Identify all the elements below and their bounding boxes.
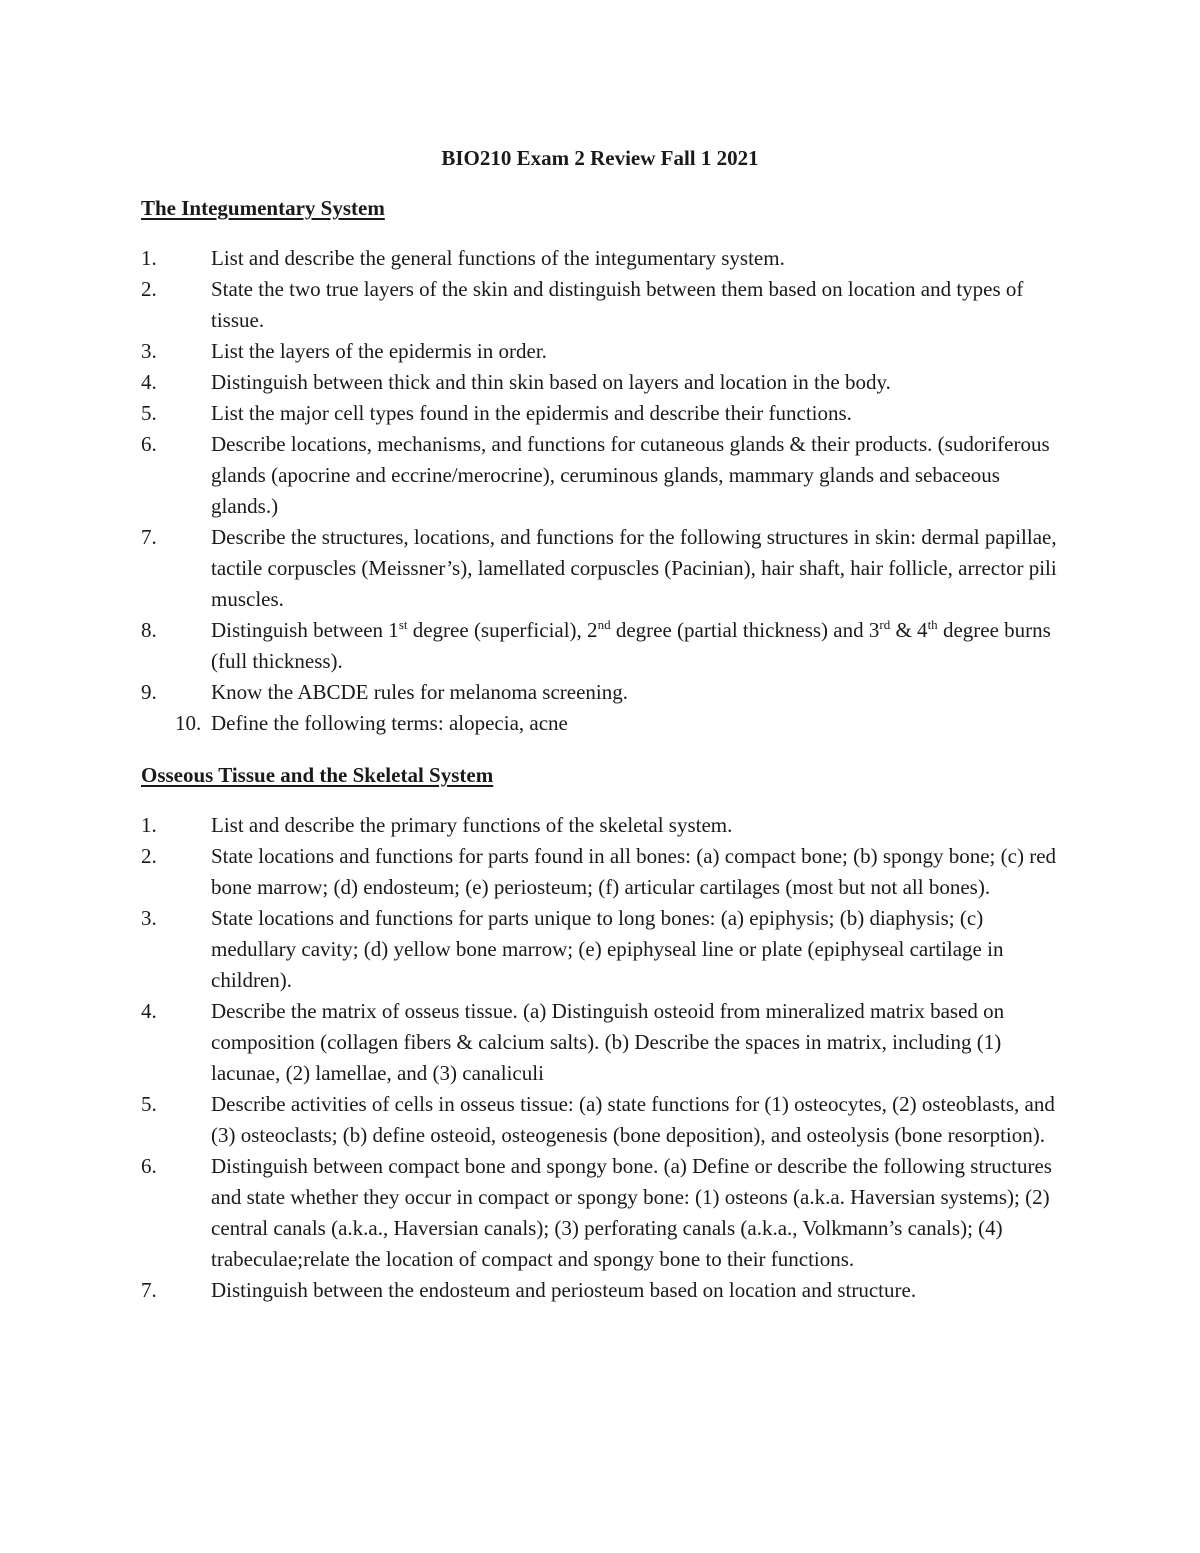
item-number: 5.	[141, 1092, 157, 1116]
superscript: nd	[597, 617, 611, 632]
list-item	[0, 274, 1063, 336]
item-text: Describe the matrix of osseus tissue. (a) Distinguish osteoid from mineralized matrix based on composition (collagen fibers & calcium salts). (b) Describe the spaces in matrix, including (1) lacunae, (2) lamellae, and (3) canaliculi	[211, 999, 1005, 1085]
item-number: 7.	[141, 1278, 157, 1302]
item-number: 1.	[141, 246, 157, 270]
item-number: 5.	[141, 401, 157, 425]
item-text: State locations and functions for parts unique to long bones: (a) epiphysis; (b) diaphysis; (c) medullary cavity; (d) yellow bone marrow; (e) epiphyseal line or plate (epiphyseal cartilage in children).	[211, 906, 1004, 992]
item-number: 9.	[141, 680, 157, 704]
item-text	[211, 618, 1051, 673]
text-fragment: degree (superficial), 2	[407, 618, 598, 642]
item-number: 3.	[141, 339, 157, 363]
item-text: Distinguish between thick and thin skin based on layers and location in the body.	[211, 370, 891, 394]
list-item	[0, 336, 1063, 367]
item-text: List the major cell types found in the epidermis and describe their functions.	[211, 401, 852, 425]
section-heading-osseous: Osseous Tissue and the Skeletal System	[141, 763, 494, 787]
list-item	[0, 996, 1063, 1089]
item-text: List and describe the general functions of the integumentary system.	[211, 246, 785, 270]
item-number: 6.	[141, 1154, 157, 1178]
document-title: BIO210 Exam 2 Review Fall 1 2021	[441, 146, 759, 170]
list-item	[0, 429, 1063, 522]
list-item	[0, 810, 1063, 841]
list-item	[0, 1275, 1063, 1306]
list-item	[0, 243, 1063, 274]
section-heading-integumentary: The Integumentary System	[141, 196, 385, 220]
item-text: State locations and functions for parts found in all bones: (a) compact bone; (b) spongy bone; (c) red bone marrow; (d) endosteum; (e) periosteum; (f) articular cartilages (most but not all bones).	[211, 844, 1057, 899]
item-number: 2.	[141, 277, 157, 301]
item-text: Describe locations, mechanisms, and functions for cutaneous glands & their products. (sudoriferous glands (apocrine and eccrine/merocrine), ceruminous glands, mammary glands and sebaceous glands.)	[211, 432, 1050, 518]
item-number: 8.	[141, 618, 157, 642]
osseous-question-list	[0, 810, 1200, 1306]
list-item	[0, 1151, 1063, 1275]
list-item	[0, 522, 1063, 615]
superscript: st	[398, 617, 408, 632]
item-number: 3.	[141, 906, 157, 930]
text-fragment: degree burns (full thickness).	[211, 618, 1051, 673]
list-item	[0, 903, 1063, 996]
text-fragment: & 4	[890, 618, 928, 642]
item-text: Describe the structures, locations, and functions for the following structures in skin: dermal papillae, tactile corpuscles (Meissner’s), lamellated corpuscles (Pacinian), hair shaft, hair follicle, arrector pili muscles.	[211, 525, 1057, 611]
item-number: 1.	[141, 813, 157, 837]
list-item	[0, 398, 1063, 429]
text-fragment: degree (partial thickness) and 3	[610, 618, 880, 642]
item-text: Distinguish between the endosteum and periosteum based on location and structure.	[211, 1278, 917, 1302]
list-item-burn-degrees	[0, 615, 1063, 677]
item-text: Define the following terms: alopecia, acne	[211, 711, 568, 735]
item-text: Know the ABCDE rules for melanoma screening.	[211, 680, 628, 704]
list-item	[0, 708, 1063, 739]
superscript: rd	[879, 617, 891, 632]
list-item	[0, 1089, 1063, 1151]
item-text: List the layers of the epidermis in order.	[211, 339, 547, 363]
item-text: State the two true layers of the skin and distinguish between them based on location and types of tissue.	[211, 277, 1024, 332]
list-item	[0, 677, 1063, 708]
item-number: 7.	[141, 525, 157, 549]
list-item	[0, 841, 1063, 903]
item-number: 4.	[141, 370, 157, 394]
item-number: 6.	[141, 432, 157, 456]
item-text: Distinguish between compact bone and spongy bone. (a) Define or describe the following structures and state whether they occur in compact or spongy bone: (1) osteons (a.k.a. Haversian systems); (2) central canals (a.k.a., Haversian canals); (3) perforating canals (a.k.a., Volkmann’s canals); (4) trabeculae;relate the location of compact and spongy bone to their functions.	[211, 1154, 1052, 1271]
text-fragment: Distinguish between 1	[211, 618, 399, 642]
item-number: 10.	[175, 711, 202, 735]
integumentary-question-list	[0, 243, 1200, 739]
item-text: Describe activities of cells in osseus tissue: (a) state functions for (1) osteocytes, (2) osteoblasts, and (3) osteoclasts; (b) define osteoid, osteogenesis (bone deposition), and osteolysis (bone resorption).	[211, 1092, 1055, 1147]
list-item	[0, 367, 1063, 398]
superscript: th	[927, 617, 938, 632]
item-number: 4.	[141, 999, 157, 1023]
item-text: List and describe the primary functions of the skeletal system.	[211, 813, 733, 837]
item-number: 2.	[141, 844, 157, 868]
